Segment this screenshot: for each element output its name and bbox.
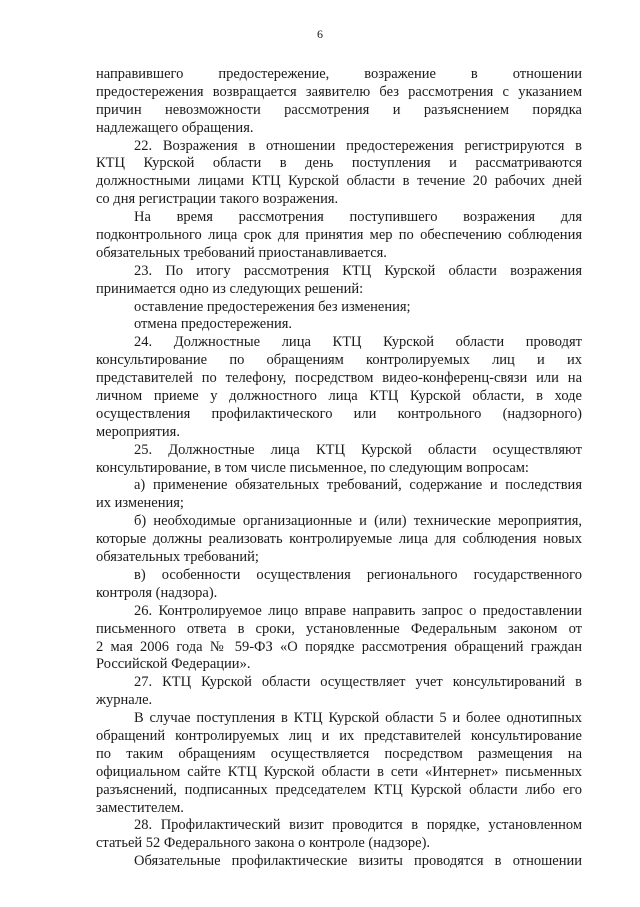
text-line: На время рассмотрения поступившего возражения для (134, 209, 582, 226)
page-number: 6 (317, 27, 323, 41)
text-line: консультирование, в том числе письменное, по следующим вопросам: (96, 459, 529, 476)
text-line: их изменения; (96, 495, 184, 512)
text-line: принимается одно из следующих решений: (96, 280, 364, 297)
text-line: осуществления профилактического или контрольного (надзорного) (96, 405, 582, 422)
text-line: контроля (надзора). (96, 584, 218, 601)
text-line: официальном сайте КТЦ Курской области в сети «Интернет» письменных (96, 763, 582, 780)
document-body (96, 66, 582, 871)
text-line: оставление предостережения без изменения; (134, 298, 411, 315)
text-line: б) необходимые организационные и (или) технические мероприятия, (134, 513, 582, 530)
text-line: журнале. (96, 692, 153, 709)
text-line: статьей 52 Федерального закона о контроле (надзоре). (96, 835, 431, 852)
text-line: представителей по телефону, посредством видео-конференц-связи или на (96, 370, 582, 387)
text-line: предостережения возвращается заявителю без рассмотрения с указанием (96, 83, 582, 100)
text-line: 27. КТЦ Курской области осуществляет учет консультирований в (134, 674, 582, 691)
text-line: 24. Должностные лица КТЦ Курской области проводят (134, 334, 582, 351)
text-line: консультирование по обращениям контролируемых лиц и их (96, 352, 582, 369)
text-line: КТЦ Курской области в день поступления и рассматриваются (96, 155, 582, 172)
text-line: по таким обращениям осуществляется посредством размещения на (96, 745, 582, 762)
text-line: подконтрольного лица срок для принятия мер по обеспечению соблюдения (96, 227, 582, 244)
text-line: направившего предостережение, возражение в отношении (96, 66, 582, 82)
text-line: должностными лицами КТЦ Курской области в течение 20 рабочих дней (96, 173, 582, 190)
text-line: разъяснений, подписанных председателем КТЦ Курской области либо его (96, 781, 582, 798)
text-line: обязательных требований; (96, 549, 259, 566)
text-line: В случае поступления в КТЦ Курской области 5 и более однотипных (134, 710, 582, 727)
text-line: причин невозможности рассмотрения и разъяснением порядка (96, 101, 582, 118)
text-line: со дня регистрации такого возражения. (96, 191, 339, 208)
text-line: 26. Контролируемое лицо вправе направить запрос о предоставлении (134, 602, 582, 619)
text-line: 2 мая 2006 года № 59-ФЗ «О порядке рассмотрения обращений граждан (96, 638, 582, 655)
text-line: отмена предостережения. (134, 316, 293, 333)
text-line: 22. Возражения в отношении предостережения регистрируются в (134, 137, 582, 154)
text-line: Обязательные профилактические визиты проводятся в отношении (134, 853, 582, 870)
text-line: а) применение обязательных требований, содержание и последствия (134, 477, 582, 494)
text-line: 28. Профилактический визит проводится в порядке, установленном (134, 817, 582, 834)
text-line: заместителем. (96, 799, 184, 816)
text-line: личном приеме у должностного лица КТЦ Курской области, в ходе (96, 388, 582, 405)
text-line: 25. Должностные лица КТЦ Курской области осуществляют (134, 441, 582, 458)
text-line: обязательных требований приостанавливается. (96, 244, 387, 261)
text-line: в) особенности осуществления регионального государственного (134, 566, 582, 583)
text-line: 23. По итогу рассмотрения КТЦ Курской области возражения (134, 262, 582, 279)
text-line: обращений контролируемых лиц и их представителей консультирование (96, 727, 582, 744)
text-line: которые должны реализовать контролируемые лица для соблюдения новых (96, 531, 582, 548)
text-line: Российской Федерации». (96, 656, 251, 673)
text-line: письменного ответа в сроки, установленные Федеральным законом от (96, 620, 582, 637)
text-line: мероприятия. (96, 423, 180, 440)
text-line: надлежащего обращения. (96, 119, 254, 136)
